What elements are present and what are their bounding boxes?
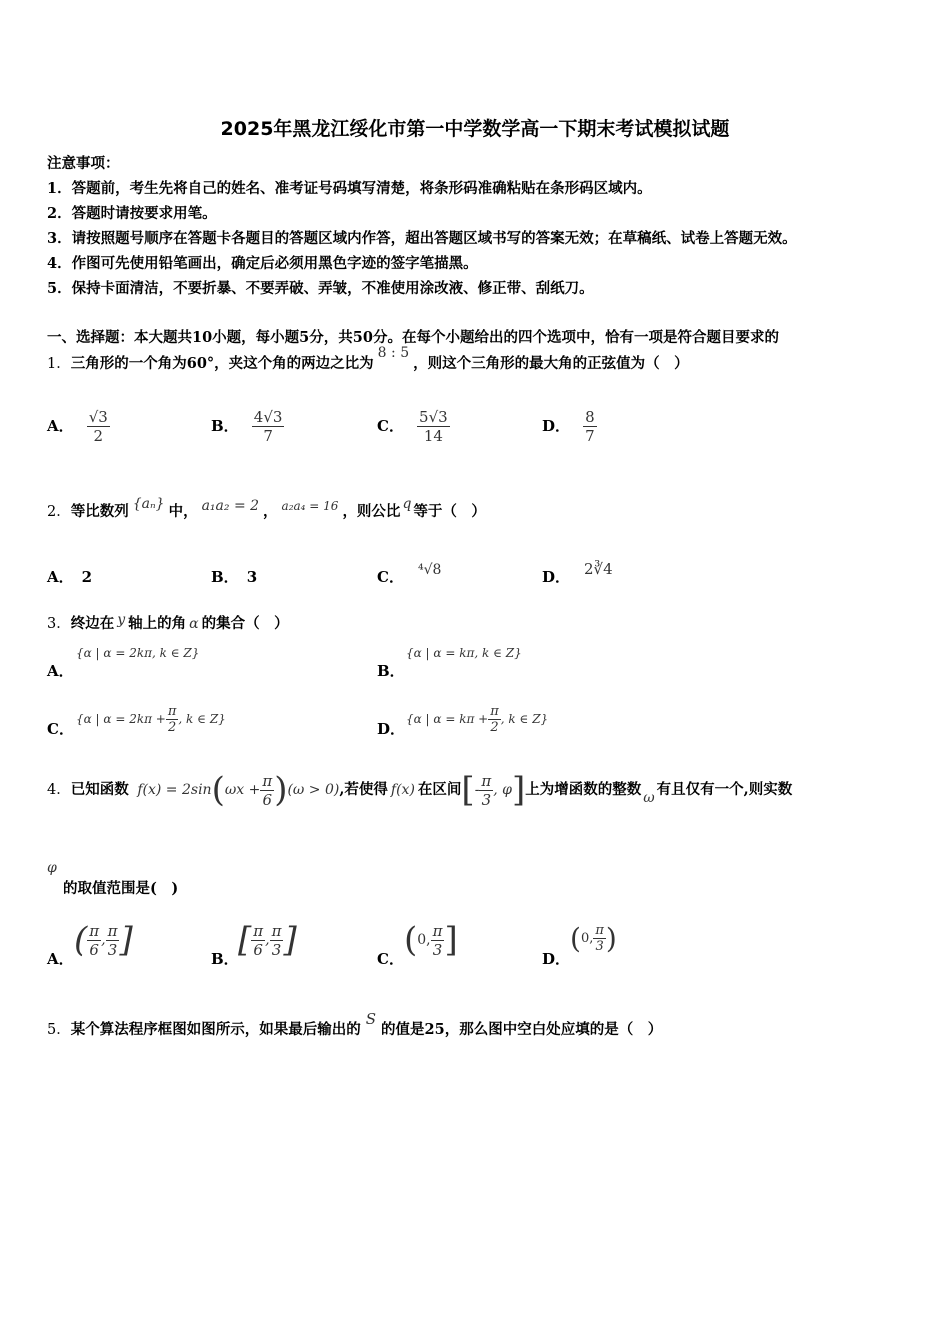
notice-item-1: 1．答题前，考生先将自己的姓名、准考证号码填写清楚，将条形码准确粘贴在条形码区域内。: [47, 180, 652, 197]
q3-text-post: 的集合（ ）: [201, 615, 289, 632]
q4-text-line2: 的取值范围是( ): [63, 880, 179, 897]
notice-item-4: 4．作图可先使用铅笔画出，确定后必须用黑色字迹的签字笔描黑。: [47, 255, 478, 272]
q3-option-c[interactable]: C．: [47, 720, 74, 738]
q2-sep: ，: [263, 503, 278, 520]
q5-text: 某个算法程序框图如图所示，如果最后输出的: [70, 1021, 361, 1038]
question-5: [47, 1010, 663, 1039]
notice-item-5: 5．保持卡面清洁，不要折暴、不要弄破、弄皱，不准使用涂改液、修正带、刮纸刀。: [47, 280, 594, 297]
q3-c-value: {α | α = 2kπ + $\frac{\pi}{2}$ , k ∈ Z}: [76, 704, 226, 735]
q4-text: 已知函数: [70, 781, 129, 798]
q2-a-value: 2: [81, 568, 93, 586]
q2-q: q: [402, 496, 412, 512]
q3-option-b[interactable]: B．: [377, 662, 405, 680]
q2-option-b[interactable]: B． 3: [211, 568, 258, 586]
option-label: A．: [47, 417, 74, 435]
notice-heading: 注意事项：: [47, 155, 120, 172]
q4-a-value: ( $\frac{\pi}{6}$ , $\frac{\pi}{3}$ ]: [74, 920, 133, 960]
q2-c-value: ⁴√8: [417, 562, 442, 578]
q4-arg: ωx +: [224, 782, 261, 798]
q1-option-a[interactable]: [47, 408, 110, 445]
q3-alpha: α: [189, 616, 199, 632]
q4-text-post: 有且仅有一个,则实数: [656, 781, 793, 798]
q2-text-end: 等于（ ）: [413, 503, 486, 520]
q4-fraction: $\frac{\pi}{6}$: [262, 771, 273, 809]
option-label: C．: [377, 417, 404, 435]
q2-seq: {aₙ}: [132, 496, 165, 512]
q1-d-fraction: $\frac{8}{7}$: [585, 408, 595, 445]
q4-function: f(x) = 2sin: [137, 782, 212, 798]
q2-option-d[interactable]: D． 2∛4: [542, 560, 613, 586]
q4-b-value: [ $\frac{\pi}{6}$ , $\frac{\pi}{3}$ ]: [238, 920, 297, 960]
q5-s: S: [365, 1010, 377, 1028]
q2-text-mid: 中，: [168, 503, 198, 520]
q2-option-a[interactable]: A． 2: [47, 568, 93, 586]
q2-eq2: a₂a₄ = 16: [281, 499, 339, 513]
q4-option-a[interactable]: A．: [47, 950, 74, 968]
q2-number: 2．: [47, 504, 71, 520]
q4-interval-fraction: $\frac{\pi}{3}$: [481, 771, 492, 809]
option-label: B．: [211, 417, 239, 435]
q2-eq1: a₁a₂ = 2: [201, 498, 260, 514]
q1-number: 1．: [47, 356, 71, 372]
q4-option-c[interactable]: C．: [377, 950, 404, 968]
q1-option-d[interactable]: [542, 408, 597, 445]
q1-text-post: ，则这个三角形的最大角的正弦值为（ ）: [413, 355, 689, 372]
option-label: D．: [542, 417, 571, 435]
question-3: [47, 612, 289, 633]
q4-option-b[interactable]: B．: [211, 950, 239, 968]
q3-y: y: [117, 612, 126, 628]
q3-option-a[interactable]: A．: [47, 662, 74, 680]
q4-number: 4．: [47, 782, 71, 798]
q3-option-d[interactable]: D．: [377, 720, 406, 738]
q4-text-mid1: ,若使得: [339, 781, 388, 798]
q1-ratio: 8 : 5: [377, 345, 410, 361]
q5-number: 5．: [47, 1022, 71, 1038]
q3-number: 3．: [47, 616, 71, 632]
q2-text: 等比数列: [70, 503, 129, 520]
q4-text-mid2: 在区间: [417, 781, 462, 798]
q3-d-value: {α | α = kπ + $\frac{\pi}{2}$ , k ∈ Z}: [406, 704, 549, 735]
q4-phi: φ: [47, 860, 57, 876]
q2-b-value: 3: [246, 568, 258, 586]
q2-text-post: ，则公比: [342, 503, 401, 520]
notice-item-3: 3．请按照题号顺序在答题卡各题目的答题区域内作答，超出答题区域书写的答案无效；在草稿纸、试卷上答题无效。: [47, 230, 797, 247]
question-1: [47, 345, 689, 373]
q4-option-d[interactable]: D．: [542, 950, 571, 968]
q4-condition: (ω > 0): [287, 782, 340, 798]
q1-c-fraction: $\frac{5√3}{14}$: [419, 408, 448, 445]
q2-d-value: 2∛4: [584, 560, 613, 578]
q1-text: 三角形的一个角为60°，夹这个角的两边之比为: [70, 355, 374, 372]
q5-text-post: 的值是25，那么图中空白处应填的是（ ）: [381, 1021, 663, 1038]
q4-fx: f(x): [390, 782, 415, 798]
section-heading: 一、选择题：本大题共10小题，每小题5分，共50分。在每个小题给出的四个选项中，恰有一项是符合题目要求的: [47, 329, 779, 346]
q4-text-mid3: 上为增函数的整数: [525, 781, 642, 798]
q3-b-value: {α | α = kπ, k ∈ Z}: [406, 646, 522, 660]
q1-a-fraction: $\frac{√3}{2}$: [88, 408, 108, 445]
q4-c-value: (0, $\frac{\pi}{3}$ ]: [404, 920, 458, 960]
q4-d-value: (0, $\frac{\pi}{3}$ ): [570, 922, 617, 955]
q3-a-value: {α | α = 2kπ, k ∈ Z}: [76, 646, 200, 660]
q1-b-fraction: $\frac{4√3}{7}$: [253, 408, 283, 445]
q4-omega: ω: [643, 790, 655, 806]
question-4: 4．已知函数 f(x) = 2sin(ωx + $\frac{\pi}{6}$ )(ω > 0),若使得 f(x) 在区间[- $\frac{\pi}{3}$ , φ]上为增函数的整数 ω 有且仅有一个,则实数: [47, 770, 793, 810]
q1-option-b[interactable]: [211, 408, 284, 445]
q3-text: 终边在: [70, 615, 115, 632]
q3-text-mid: 轴上的角: [128, 615, 187, 632]
notice-item-2: 2．答题时请按要求用笔。: [47, 205, 217, 222]
q2-option-c[interactable]: C． ⁴√8: [377, 562, 442, 586]
q3-d-fraction: $\frac{\pi}{2}$: [490, 704, 499, 735]
question-2: [47, 496, 486, 521]
page-title: 2025年黑龙江绥化市第一中学数学高一下期末考试模拟试题: [220, 118, 730, 140]
q1-option-c[interactable]: [377, 408, 450, 445]
q3-c-fraction: $\frac{\pi}{2}$: [167, 704, 177, 735]
